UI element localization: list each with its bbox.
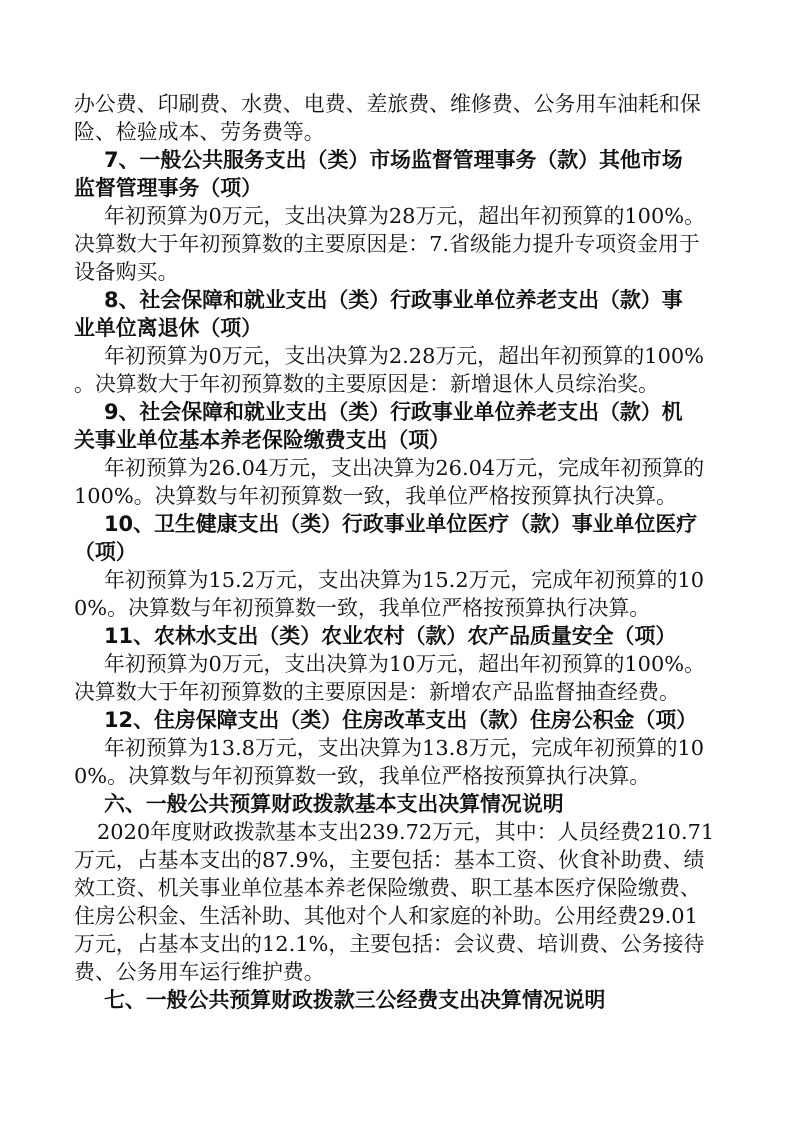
item-9-heading: 9、社会保障和就业支出（类）行政事业单位养老支出（款）机 [104, 400, 683, 424]
body-text-line: 决算数大于年初预算数的主要原因是：新增农产品监督抽查经费。 [74, 680, 680, 704]
body-text-line: 决算数大于年初预算数的主要原因是：7.省级能力提升专项资金用于 [74, 232, 700, 256]
body-text-line: 年初预算为0万元，支出决算为2.28万元，超出年初预算的100% [104, 344, 705, 368]
item-9-heading-cont: 关事业单位基本养老保险缴费支出（项） [74, 428, 451, 452]
body-text-line: 年初预算为13.8万元，支出决算为13.8万元，完成年初预算的10 [104, 736, 705, 760]
body-text-line: 2020年度财政拨款基本支出239.72万元，其中：人员经费210.71 [97, 820, 715, 844]
body-text-line: 效工资、机关事业单位基本养老保险缴费、职工基本医疗保险缴费、 [74, 876, 701, 900]
item-11-heading: 11、农林水支出（类）农业农村（款）农产品质量安全（项） [104, 624, 677, 648]
body-text-line: 年初预算为0万元，支出决算为10万元，超出年初预算的100%。 [104, 652, 705, 676]
item-7-heading: 7、一般公共服务支出（类）市场监督管理事务（款）其他市场 [104, 148, 683, 172]
body-text-line: 险、检验成本、劳务费等。 [74, 120, 325, 144]
body-text-line: 0%。决算数与年初预算数一致，我单位严格按预算执行决算。 [74, 764, 651, 788]
item-7-heading-cont: 监督管理事务（项） [74, 176, 263, 200]
body-text-line: 设备购买。 [74, 260, 179, 284]
body-text-line: 0%。决算数与年初预算数一致，我单位严格按预算执行决算。 [74, 596, 651, 620]
body-text-line: 。决算数大于年初预算数的主要原因是：新增退休人员综治奖。 [74, 372, 659, 396]
body-text-line: 年初预算为26.04万元，支出决算为26.04万元，完成年初预算的 [104, 456, 705, 480]
body-text-line: 万元，占基本支出的87.9%，主要包括：基本工资、伙食补助费、绩 [74, 848, 705, 872]
item-10-heading: 10、卫生健康支出（类）行政事业单位医疗（款）事业单位医疗 [104, 512, 698, 536]
body-text-line: 年初预算为0万元，支出决算为28万元，超出年初预算的100%。 [104, 204, 705, 228]
body-text-line: 费、公务用车运行维护费。 [74, 960, 325, 984]
section-7-heading: 七、一般公共预算财政拨款三公经费支出决算情况说明 [104, 988, 606, 1012]
body-text-line: 年初预算为15.2万元，支出决算为15.2万元，完成年初预算的10 [104, 568, 705, 592]
item-12-heading: 12、住房保障支出（类）住房改革支出（款）住房公积金（项） [104, 708, 698, 732]
body-text-line: 办公费、印刷费、水费、电费、差旅费、维修费、公务用车油耗和保 [74, 92, 701, 116]
item-8-heading: 8、社会保障和就业支出（类）行政事业单位养老支出（款）事 [104, 288, 683, 312]
body-text-line: 万元，占基本支出的12.1%，主要包括：会议费、培训费、公务接待 [74, 932, 705, 956]
body-text-line: 100%。决算数与年初预算数一致，我单位严格按预算执行决算。 [74, 484, 677, 508]
item-10-heading-cont: （项） [74, 540, 137, 564]
body-text-line: 住房公积金、生活补助、其他对个人和家庭的补助。公用经费29.01 [74, 904, 698, 928]
item-8-heading-cont: 业单位离退休（项） [74, 316, 263, 340]
section-6-heading: 六、一般公共预算财政拨款基本支出决算情况说明 [104, 792, 564, 816]
